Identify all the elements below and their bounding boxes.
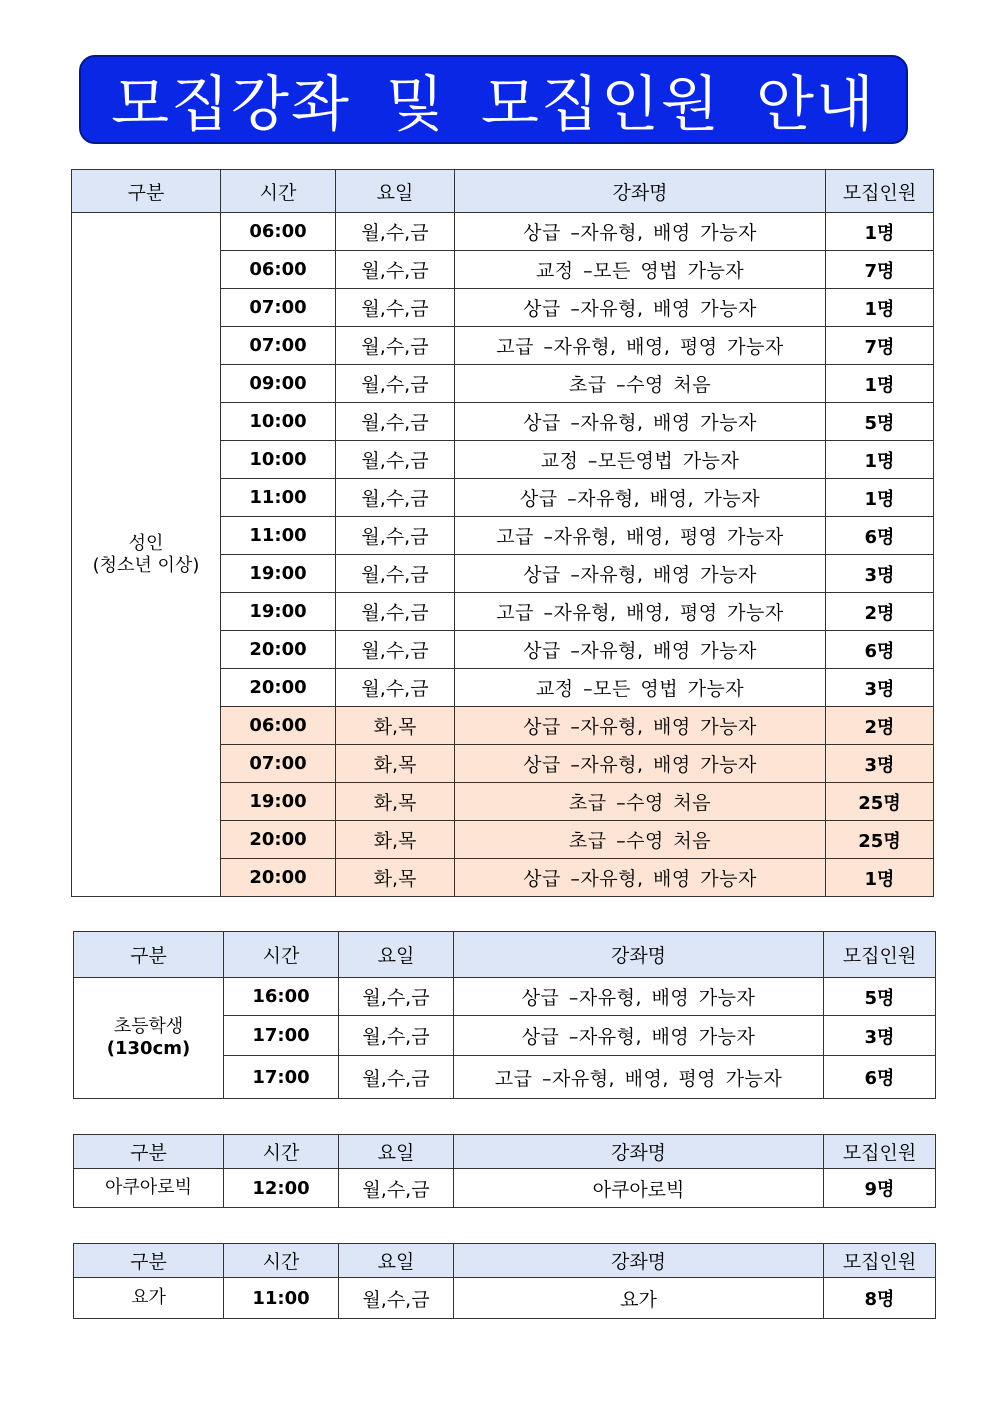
count-cell: 9명 xyxy=(824,1169,936,1208)
time-cell: 11:00 xyxy=(224,1278,339,1319)
adult-schedule-table xyxy=(71,169,934,897)
count-cell: 2명 xyxy=(826,593,934,631)
header-course: 강좌명 xyxy=(454,932,824,978)
course-cell: 상급 –자유형, 배영 가능자 xyxy=(455,707,826,745)
days-cell: 월,수,금 xyxy=(336,289,455,327)
time-cell: 19:00 xyxy=(221,555,336,593)
course-cell: 초급 –수영 처음 xyxy=(455,365,826,403)
header-course: 강좌명 xyxy=(455,170,826,213)
course-cell: 상급 –자유형, 배영 가능자 xyxy=(454,1016,824,1056)
days-cell: 월,수,금 xyxy=(336,631,455,669)
time-cell: 10:00 xyxy=(221,441,336,479)
page-title: 모집강좌 및 모집인원 안내 xyxy=(111,69,876,140)
category-sublabel: (청소년 이상) xyxy=(92,554,200,576)
category-sublabel: (130cm) xyxy=(106,1038,191,1059)
course-cell: 초급 –수영 처음 xyxy=(455,783,826,821)
time-cell: 07:00 xyxy=(221,745,336,783)
course-cell: 상급 –자유형, 배영 가능자 xyxy=(455,631,826,669)
count-cell: 8명 xyxy=(824,1278,936,1319)
time-cell: 19:00 xyxy=(221,593,336,631)
days-cell: 화,목 xyxy=(336,745,455,783)
days-cell: 월,수,금 xyxy=(336,327,455,365)
time-cell: 20:00 xyxy=(221,631,336,669)
course-cell: 상급 –자유형, 배영 가능자 xyxy=(455,555,826,593)
header-days: 요일 xyxy=(336,170,455,213)
time-cell: 16:00 xyxy=(224,978,339,1016)
days-cell: 월,수,금 xyxy=(336,555,455,593)
count-cell: 3명 xyxy=(826,555,934,593)
table-header-row xyxy=(72,170,934,213)
header-days: 요일 xyxy=(339,1135,454,1169)
time-cell: 10:00 xyxy=(221,403,336,441)
course-cell: 교정 –모든 영법 가능자 xyxy=(455,669,826,707)
time-cell: 07:00 xyxy=(221,289,336,327)
days-cell: 월,수,금 xyxy=(336,669,455,707)
count-cell: 2명 xyxy=(826,707,934,745)
table-header-row xyxy=(74,932,936,978)
header-time: 시간 xyxy=(224,932,339,978)
category-label: 초등학생 xyxy=(113,1016,184,1037)
course-cell: 아쿠아로빅 xyxy=(454,1169,824,1208)
count-cell: 5명 xyxy=(824,978,936,1016)
time-cell: 17:00 xyxy=(224,1016,339,1056)
time-cell: 17:00 xyxy=(224,1056,339,1099)
days-cell: 월,수,금 xyxy=(339,1278,454,1319)
time-cell: 07:00 xyxy=(221,327,336,365)
count-cell: 7명 xyxy=(826,327,934,365)
course-cell: 상급 –자유형, 배영 가능자 xyxy=(454,978,824,1016)
header-count: 모집인원 xyxy=(824,932,936,978)
category-cell-yoga: 요가 xyxy=(74,1278,224,1319)
yoga-schedule-table xyxy=(73,1243,936,1319)
header-count: 모집인원 xyxy=(824,1135,936,1169)
course-cell: 고급 –자유형, 배영, 평영 가능자 xyxy=(455,593,826,631)
days-cell: 월,수,금 xyxy=(336,251,455,289)
time-cell: 06:00 xyxy=(221,707,336,745)
header-time: 시간 xyxy=(221,170,336,213)
course-cell: 고급 –자유형, 배영, 평영 가능자 xyxy=(455,327,826,365)
time-cell: 06:00 xyxy=(221,213,336,251)
days-cell: 월,수,금 xyxy=(339,978,454,1016)
days-cell: 월,수,금 xyxy=(336,517,455,555)
count-cell: 6명 xyxy=(826,517,934,555)
elementary-schedule-table xyxy=(73,931,936,1099)
days-cell: 화,목 xyxy=(336,707,455,745)
title-banner xyxy=(79,55,908,144)
aquarobics-schedule-table xyxy=(73,1134,936,1208)
time-cell: 20:00 xyxy=(221,669,336,707)
time-cell: 11:00 xyxy=(221,517,336,555)
course-cell: 교정 –모든영법 가능자 xyxy=(455,441,826,479)
course-cell: 상급 –자유형, 배영, 가능자 xyxy=(455,479,826,517)
header-category: 구분 xyxy=(74,1244,224,1278)
count-cell: 7명 xyxy=(826,251,934,289)
count-cell: 1명 xyxy=(826,859,934,897)
header-category: 구분 xyxy=(74,1135,224,1169)
course-cell: 고급 –자유형, 배영, 평영 가능자 xyxy=(455,517,826,555)
time-cell: 09:00 xyxy=(221,365,336,403)
time-cell: 12:00 xyxy=(224,1169,339,1208)
count-cell: 1명 xyxy=(826,213,934,251)
count-cell: 1명 xyxy=(826,289,934,327)
days-cell: 월,수,금 xyxy=(336,213,455,251)
count-cell: 3명 xyxy=(826,669,934,707)
count-cell: 3명 xyxy=(824,1016,936,1056)
count-cell: 25명 xyxy=(826,783,934,821)
count-cell: 6명 xyxy=(824,1056,936,1099)
days-cell: 월,수,금 xyxy=(336,403,455,441)
category-cell-aquarobics: 아쿠아로빅 xyxy=(74,1169,224,1208)
header-count: 모집인원 xyxy=(824,1244,936,1278)
table-row xyxy=(74,1278,936,1319)
header-course: 강좌명 xyxy=(454,1244,824,1278)
header-days: 요일 xyxy=(339,1244,454,1278)
count-cell: 5명 xyxy=(826,403,934,441)
days-cell: 화,목 xyxy=(336,783,455,821)
count-cell: 25명 xyxy=(826,821,934,859)
days-cell: 월,수,금 xyxy=(336,593,455,631)
course-cell: 상급 –자유형, 배영 가능자 xyxy=(455,859,826,897)
days-cell: 월,수,금 xyxy=(339,1056,454,1099)
category-cell-adult xyxy=(72,213,221,897)
days-cell: 월,수,금 xyxy=(336,441,455,479)
time-cell: 20:00 xyxy=(221,821,336,859)
course-cell: 상급 –자유형, 배영 가능자 xyxy=(455,745,826,783)
category-cell-elementary xyxy=(74,978,224,1099)
days-cell: 화,목 xyxy=(336,859,455,897)
header-time: 시간 xyxy=(224,1244,339,1278)
table-row xyxy=(74,978,936,1016)
course-cell: 상급 –자유형, 배영 가능자 xyxy=(455,403,826,441)
course-cell: 고급 –자유형, 배영, 평영 가능자 xyxy=(454,1056,824,1099)
header-time: 시간 xyxy=(224,1135,339,1169)
time-cell: 19:00 xyxy=(221,783,336,821)
header-category: 구분 xyxy=(72,170,221,213)
days-cell: 월,수,금 xyxy=(339,1169,454,1208)
days-cell: 화,목 xyxy=(336,821,455,859)
days-cell: 월,수,금 xyxy=(336,365,455,403)
count-cell: 1명 xyxy=(826,441,934,479)
course-cell: 교정 –모든 영법 가능자 xyxy=(455,251,826,289)
time-cell: 06:00 xyxy=(221,251,336,289)
header-count: 모집인원 xyxy=(826,170,934,213)
time-cell: 20:00 xyxy=(221,859,336,897)
course-cell: 상급 –자유형, 배영 가능자 xyxy=(455,289,826,327)
course-cell: 초급 –수영 처음 xyxy=(455,821,826,859)
header-days: 요일 xyxy=(339,932,454,978)
category-label: 성인 xyxy=(128,532,164,554)
count-cell: 1명 xyxy=(826,365,934,403)
days-cell: 월,수,금 xyxy=(339,1016,454,1056)
count-cell: 6명 xyxy=(826,631,934,669)
count-cell: 1명 xyxy=(826,479,934,517)
table-header-row xyxy=(74,1135,936,1169)
table-row xyxy=(72,213,934,251)
table-row xyxy=(74,1169,936,1208)
count-cell: 3명 xyxy=(826,745,934,783)
course-cell: 상급 –자유형, 배영 가능자 xyxy=(455,213,826,251)
days-cell: 월,수,금 xyxy=(336,479,455,517)
table-header-row xyxy=(74,1244,936,1278)
time-cell: 11:00 xyxy=(221,479,336,517)
header-course: 강좌명 xyxy=(454,1135,824,1169)
course-cell: 요가 xyxy=(454,1278,824,1319)
header-category: 구분 xyxy=(74,932,224,978)
